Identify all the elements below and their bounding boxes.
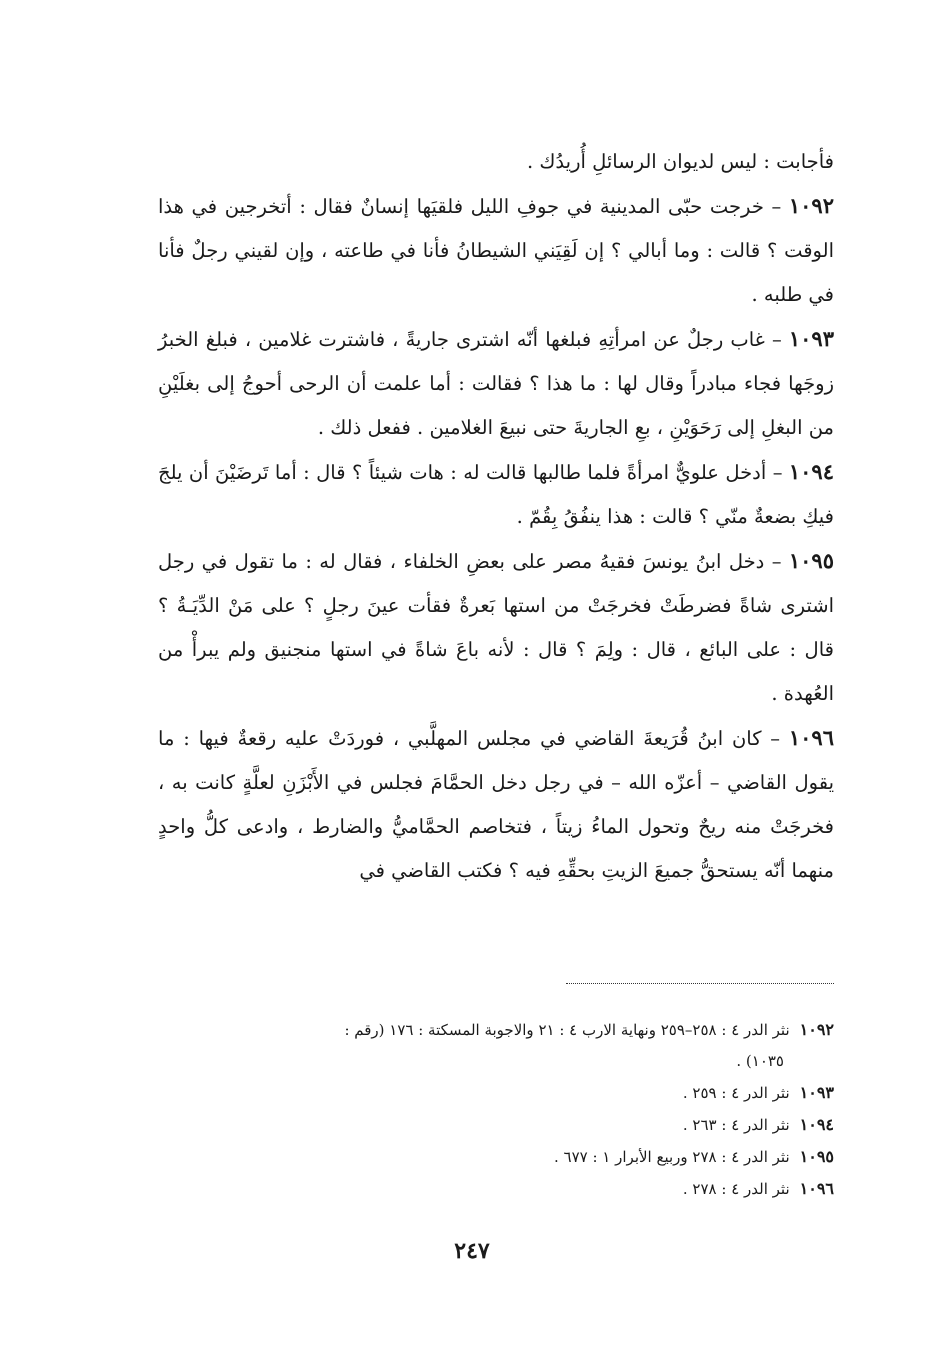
footnote-1096 <box>158 1173 834 1205</box>
entry-number: ١٠٩٥ <box>788 548 834 573</box>
footnote-number: ١٠٩٦ <box>799 1179 834 1198</box>
footnote-number: ١٠٩٢ <box>799 1020 834 1039</box>
footnote-divider <box>566 983 834 984</box>
paragraph-intro <box>158 140 834 184</box>
footnote-text: نثر الدر ٤ : ٢٥٩ . <box>682 1084 790 1102</box>
footnote-1092 <box>158 1014 834 1046</box>
paragraph-text: – أدخل علويٌّ امرأةً فلما طالبها قالت له : هات شيئاً ؟ قال : أما تَرضَيْنَ أن يلجَ فيكِ بضعةٌ منّي ؟ قالت : هذا ينفُقُ بِقُمّ . <box>158 461 834 528</box>
page-number: ٢٤٧ <box>454 1238 490 1264</box>
footnote-text: نثر الدر ٤ : ٢٥٨–٢٥٩ ونهاية الارب ٤ : ٢١ والاجوبة المسكتة : ١٧٦ (رقم : <box>344 1021 790 1039</box>
footnote-number: ١٠٩٤ <box>799 1115 834 1134</box>
main-text <box>158 140 834 893</box>
footnote-text: نثر الدر ٤ : ٢٦٣ . <box>682 1116 790 1134</box>
paragraph-1095 <box>158 539 834 716</box>
entry-number: ١٠٩٣ <box>788 326 834 351</box>
footnote-1095 <box>158 1141 834 1173</box>
footnote-number: ١٠٩٣ <box>799 1083 834 1102</box>
paragraph-1093 <box>158 317 834 450</box>
paragraph-text: – غاب رجلٌ عن امرأتِهِ فبلغها أنّه اشترى جاريةً ، فاشترت غلامين ، فبلغ الخبرُ زوجَها فجاء مبادراً وقال لها : ما هذا ؟ فقالت : أما علمت أن الرحى أحوجُ إلى بغلَيْنِ من البغلِ إلى رَحَوَيْنِ ، بعِ الجاريةَ حتى نبيعَ الغلامين . ففعل ذلك . <box>158 328 834 439</box>
footnote-text: نثر الدر ٤ : ٢٧٨ وربيع الأبرار ١ : ٦٧٧ . <box>553 1148 790 1166</box>
entry-number: ١٠٩٦ <box>788 725 834 750</box>
paragraph-text: – دخل ابنُ يونسَ فقيهُ مصر على بعضِ الخلفاء ، فقال له : ما تقول في رجل اشترى شاةً فضرطَتْ فخرجَتْ من استها بَعرةٌ فقأت عينَ رجلٍ ؟ على مَنْ الدِّيَـةُ ؟ قال : على البائع ، قال : ولِمَ ؟ قال : لأنه باعَ شاةً في استها منجنيق ولم يبرأْ من العُهدة . <box>158 550 834 705</box>
footnote-text: نثر الدر ٤ : ٢٧٨ . <box>682 1180 790 1198</box>
paragraph-text: فأجابت : ليس لديوان الرسائلِ أُريدُك . <box>526 150 834 173</box>
paragraph-text: – خرجت حبّى المدينية في جوفِ الليل فلقيَها إنسانٌ فقال : أتخرجين في هذا الوقت ؟ قالت : وما أبالي ؟ إن لَقِيَني الشيطانُ فأنا في طاعته ، وإن لقيني رجلٌ فأنا في طلبه . <box>158 195 834 306</box>
footnotes <box>158 1014 834 1205</box>
paragraph-1092 <box>158 184 834 317</box>
entry-number: ١٠٩٢ <box>788 193 834 218</box>
footnote-1094 <box>158 1109 834 1141</box>
footnote-1093 <box>158 1077 834 1109</box>
entry-number: ١٠٩٤ <box>788 459 834 484</box>
paragraph-1094 <box>158 450 834 539</box>
paragraph-1096 <box>158 716 834 893</box>
footnote-1092-continuation <box>158 1046 834 1077</box>
footnote-text: ١٠٣٥) . <box>736 1052 784 1070</box>
paragraph-text: – كان ابنُ قُرَيعةَ القاضي في مجلس المهلَّبي ، فوردَتْ عليه رقعةٌ فيها : ما يقول القاضي – أعزّه الله – في رجل دخل الحمَّامَ فجلس في الأَبْزَنِ لعلَّةٍ كانت به ، فخرجَتْ منه ريحٌ وتحول الماءُ زيتاً ، فتخاصم الحمَّاميُّ والضارط ، وادعى كلُّ واحدٍ منهما أنّه يستحقُّ جميعَ الزيتِ بحقِّهِ فيه ؟ فكتب القاضي في <box>158 727 834 882</box>
footnote-number: ١٠٩٥ <box>799 1147 834 1166</box>
